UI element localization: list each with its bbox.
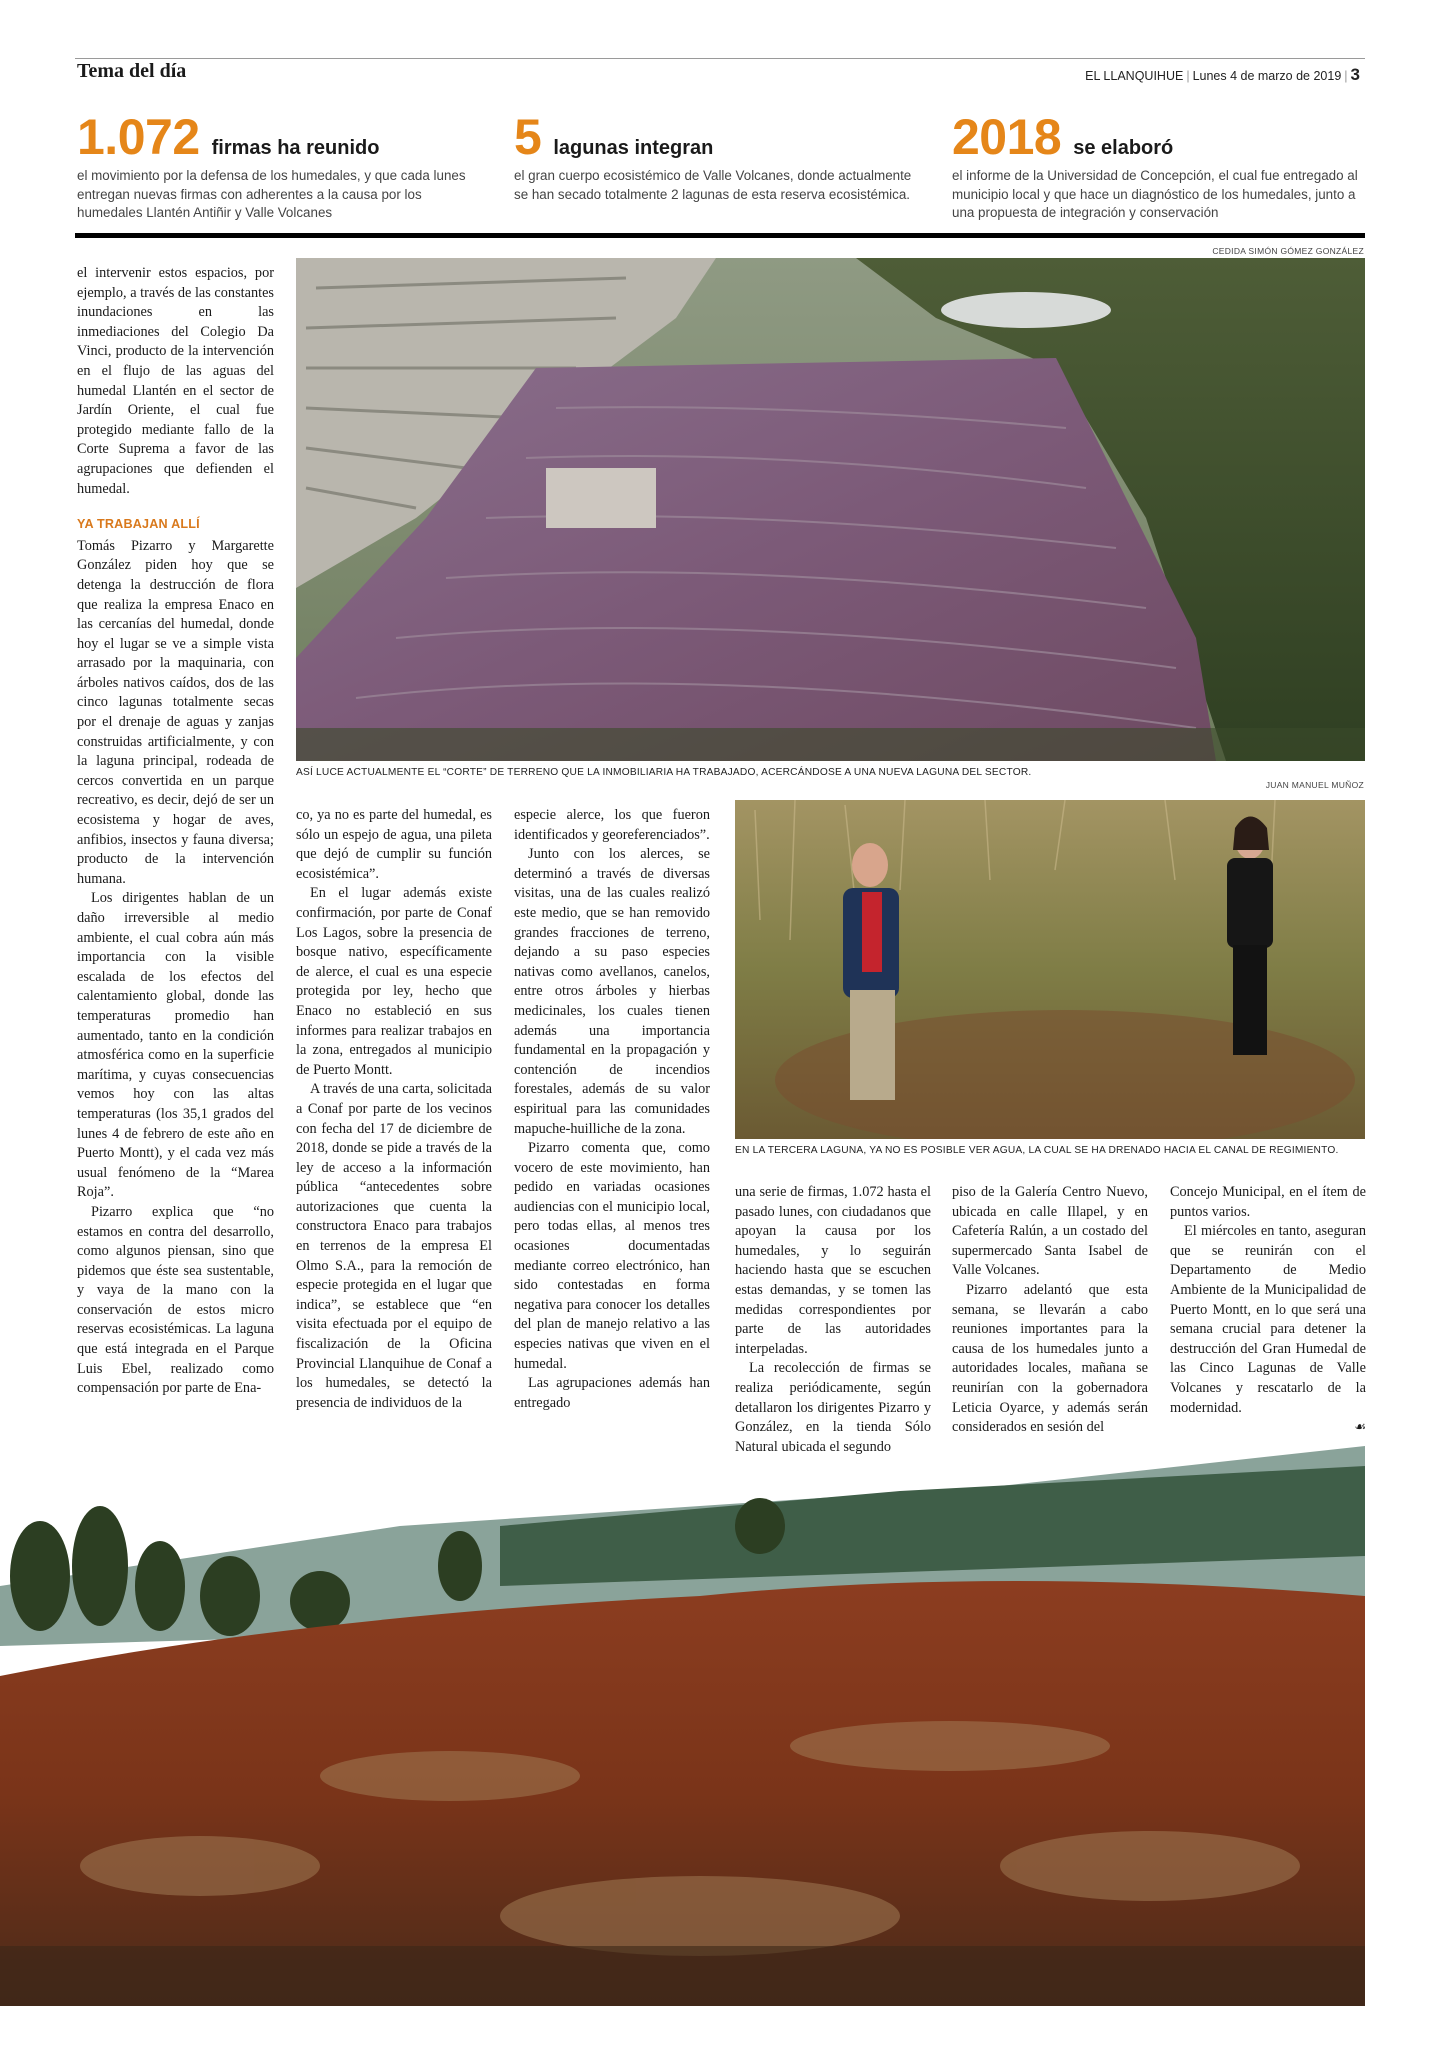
stats-divider (75, 233, 1365, 238)
paragraph: Los dirigentes hablan de un daño irreversible al medio ambiente, el cual cobra aún más importancia con la visible escalada de los efectos del calentamiento global, donde las temperaturas promedio han aumentado, tanto en la condición atmosférica como en la superficie marítima, y cuyas consecuencias vemos hoy con las altas temperaturas (los 35,1 grados del lunes 4 de febrero de este año en Puerto Montt), y el cada vez más usual fenómeno de la “Marea Roja”. (77, 890, 274, 1201)
stat-label: se elaboró (1073, 137, 1174, 159)
paragraph: La recolección de firmas se realiza periódicamente, según detallaron los dirigentes Pizarro y González, en la tienda Sólo Natural ubicada el segundo (735, 1360, 931, 1455)
paragraph: Pizarro explica que “no estamos en contra del desarrollo, como algunos piensan, sino que pidemos que éste sea sustentable, y vaya de la mano con la conservación de estos micro reservas ecosistémicas. La laguna que está integrada en el Parque Luis Ebel, realizado como compensación por parte de Ena- (77, 1203, 274, 1397)
aerial-photo-caption: ASÍ LUCE ACTUALMENTE EL “CORTE” DE TERRENO QUE LA INMOBILIARIA HA TRABAJADO, ACERCÁNDOSE A UNA NUEVA LAGUNA DEL SECTOR. (296, 767, 1032, 778)
stat-number: 2018 (952, 109, 1062, 165)
stat-label: firmas ha reunido (211, 137, 380, 159)
page-number: 3 (1350, 65, 1360, 84)
cleared-terrain-photo (0, 1446, 1365, 2006)
paragraph: Las agrupaciones además han entregado (514, 1375, 710, 1411)
photo-credit: JUAN MANUEL MUÑOZ (1265, 780, 1364, 790)
paragraph: En el lugar además existe confirmación, por parte de Conaf Los Lagos, sobre la presencia de bosque nativo, específicamente de alerce, el cual es una especie protegida por ley, hecho que Enaco no estableció en sus informes para realizar trabajos en la zona, entregados al municipio de Puerto Montt. (296, 885, 492, 1078)
stat-text: el gran cuerpo ecosistémico de Valle Volcanes, donde actualmente se han secado totalmente 2 lagunas de esta reserva ecosistémica. (514, 168, 912, 202)
article-column-5 (952, 1183, 1148, 1438)
header-rule (75, 58, 1365, 59)
newspaper-name: EL LLANQUIHUE (1085, 69, 1184, 83)
article-column-2 (296, 806, 492, 1413)
paragraph: Concejo Municipal, en el ítem de puntos varios. (1170, 1184, 1366, 1220)
paragraph: El miércoles en tanto, aseguran que se reunirán con el Departamento de Medio Ambiente de la Municipalidad de Puerto Montt, en lo que será una semana crucial para detener la destrucción del Gran Humedal de las Cinco Lagunas de Valle Volcanes y rescatarlo de la modernidad. (1170, 1223, 1366, 1416)
article-column-1 (77, 264, 274, 1399)
paragraph: Junto con los alerces, se determinó a través de diversas visitas, una de las cuales realizó este medio, que se han removido grandes fracciones de terreno, dejando a su paso especies nativas como avellanos, canelos, entre otros árboles y hierbas medicinales, los cuales tienen además una importancia fundamental en la propagación y contención de incendios forestales, además de su valor espiritual para las comunidades mapuche-huilliche de la zona. (514, 846, 710, 1137)
people-photo-caption: EN LA TERCERA LAGUNA, YA NO ES POSIBLE VER AGUA, LA CUAL SE HA DRENADO HACIA EL CANAL DE REGIMIENTO. (735, 1145, 1339, 1156)
article-column-4 (735, 1183, 931, 1457)
stat-text: el informe de la Universidad de Concepción, el cual fue entregado al municipio local y que hace un diagnóstico de los humedales, junto a una propuesta de integración y conservación (952, 168, 1358, 220)
stat-signatures (77, 109, 487, 223)
paragraph: Pizarro adelantó que esta semana, se llevarán a cabo reuniones importantes para la causa de los humedales junto a autoridades locales, mañana se reunirían con la gobernadora Leticia Oyarce, y además serán considerados en sesión del (952, 1281, 1148, 1436)
end-of-article-icon: ☙ (1354, 1420, 1366, 1436)
section-title: Tema del día (77, 60, 187, 82)
paragraph: una serie de firmas, 1.072 hasta el pasado lunes, con ciudadanos que apoyan la causa por los humedales, y lo seguirán haciendo hasta que se escuchen estas demandas, y se tomen las medidas correspondientes por parte de las autoridades interpeladas. (735, 1184, 931, 1357)
article-column-6 (1170, 1183, 1366, 1438)
paragraph: Pizarro comenta que, como vocero de este movimiento, han pedido en variadas ocasiones audiencias con el municipio local, pero todas ellas, al menos tres ocasiones documentadas mediante correo electrónico, han sido contestadas en forma negativa para conocer los detalles del plan de manejo relativo a las especies nativas que viven en el humedal. (514, 1140, 710, 1372)
masthead: EL LLANQUIHUE | Lunes 4 de marzo de 2019 | 3 (1085, 65, 1360, 84)
stat-number: 1.072 (77, 109, 200, 165)
paragraph: especie alerce, los que fueron identificados y georeferenciados”. (514, 807, 710, 843)
issue-date: Lunes 4 de marzo de 2019 (1192, 69, 1342, 83)
stat-label: lagunas integran (553, 137, 714, 159)
stat-lagoons (514, 109, 924, 204)
paragraph: piso de la Galería Centro Nuevo, ubicada en calle Illapel, y en Cafetería Ralún, a un costado del supermercado Santa Isabel de Valle Volcanes. (952, 1184, 1148, 1279)
aerial-photo (296, 258, 1365, 761)
article-column-3 (514, 806, 710, 1413)
photo-credit: CEDIDA SIMÓN GÓMEZ GONZÁLEZ (1212, 246, 1364, 256)
paragraph: Tomás Pizarro y Margarette González piden hoy que se detenga la destrucción de flora que realiza la empresa Enaco en las cercanías del humedal, donde hoy el lugar se ve a simple vista arrasado por la maquinaria, con árboles nativos caídos, dos de las cinco lagunas totalmente secas por el drenaje de aguas y zanjas construidas artificialmente, y con la laguna principal, rodeada de cercos convertida en un parque recreativo, es decir, dejó de ser un ecosistema y hogar de aves, anfibios, insectos y fauna diversa; producto de la intervención humana. (77, 537, 274, 887)
paragraph: el intervenir estos espacios, por ejemplo, a través de las constantes inundaciones en las inmediaciones del Colegio Da Vinci, producto de la intervención en el flujo de las aguas del humedal Llantén en el sector de Jardín Oriente, el cual fue protegido mediante fallo de la Corte Suprema a favor de las agrupaciones que defienden el humedal. (77, 265, 274, 497)
subheading: YA TRABAJAN ALLÍ (77, 517, 200, 532)
stat-report-year (952, 109, 1362, 223)
paragraph: A través de una carta, solicitada a Conaf por parte de los vecinos con fecha del 17 de diciembre de 2018, donde se pide a través de la ley de acceso a la información pública “antecedentes sobre autorizaciones que cuenta la constructora Enaco para trabajos en terrenos de la empresa El Olmo S.A., para la remoción de especie protegida en el lugar que indica”, se establece que “en visita efectuada por el equipo de fiscalización de la Oficina Provincial Llanquihue de Conaf a los humedales, se detectó la presencia de individuos de la (296, 1081, 492, 1411)
stat-number: 5 (514, 109, 542, 165)
stat-text: el movimiento por la defensa de los humedales, y que cada lunes entregan nuevas firmas con adherentes a la causa por los humedales Llantén Antiñir y Valle Volcanes (77, 168, 466, 220)
wetland-people-photo (735, 800, 1365, 1139)
paragraph: co, ya no es parte del humedal, es sólo un espejo de agua, una pileta que dejó de cumplir su función ecosistémica”. (296, 807, 492, 882)
